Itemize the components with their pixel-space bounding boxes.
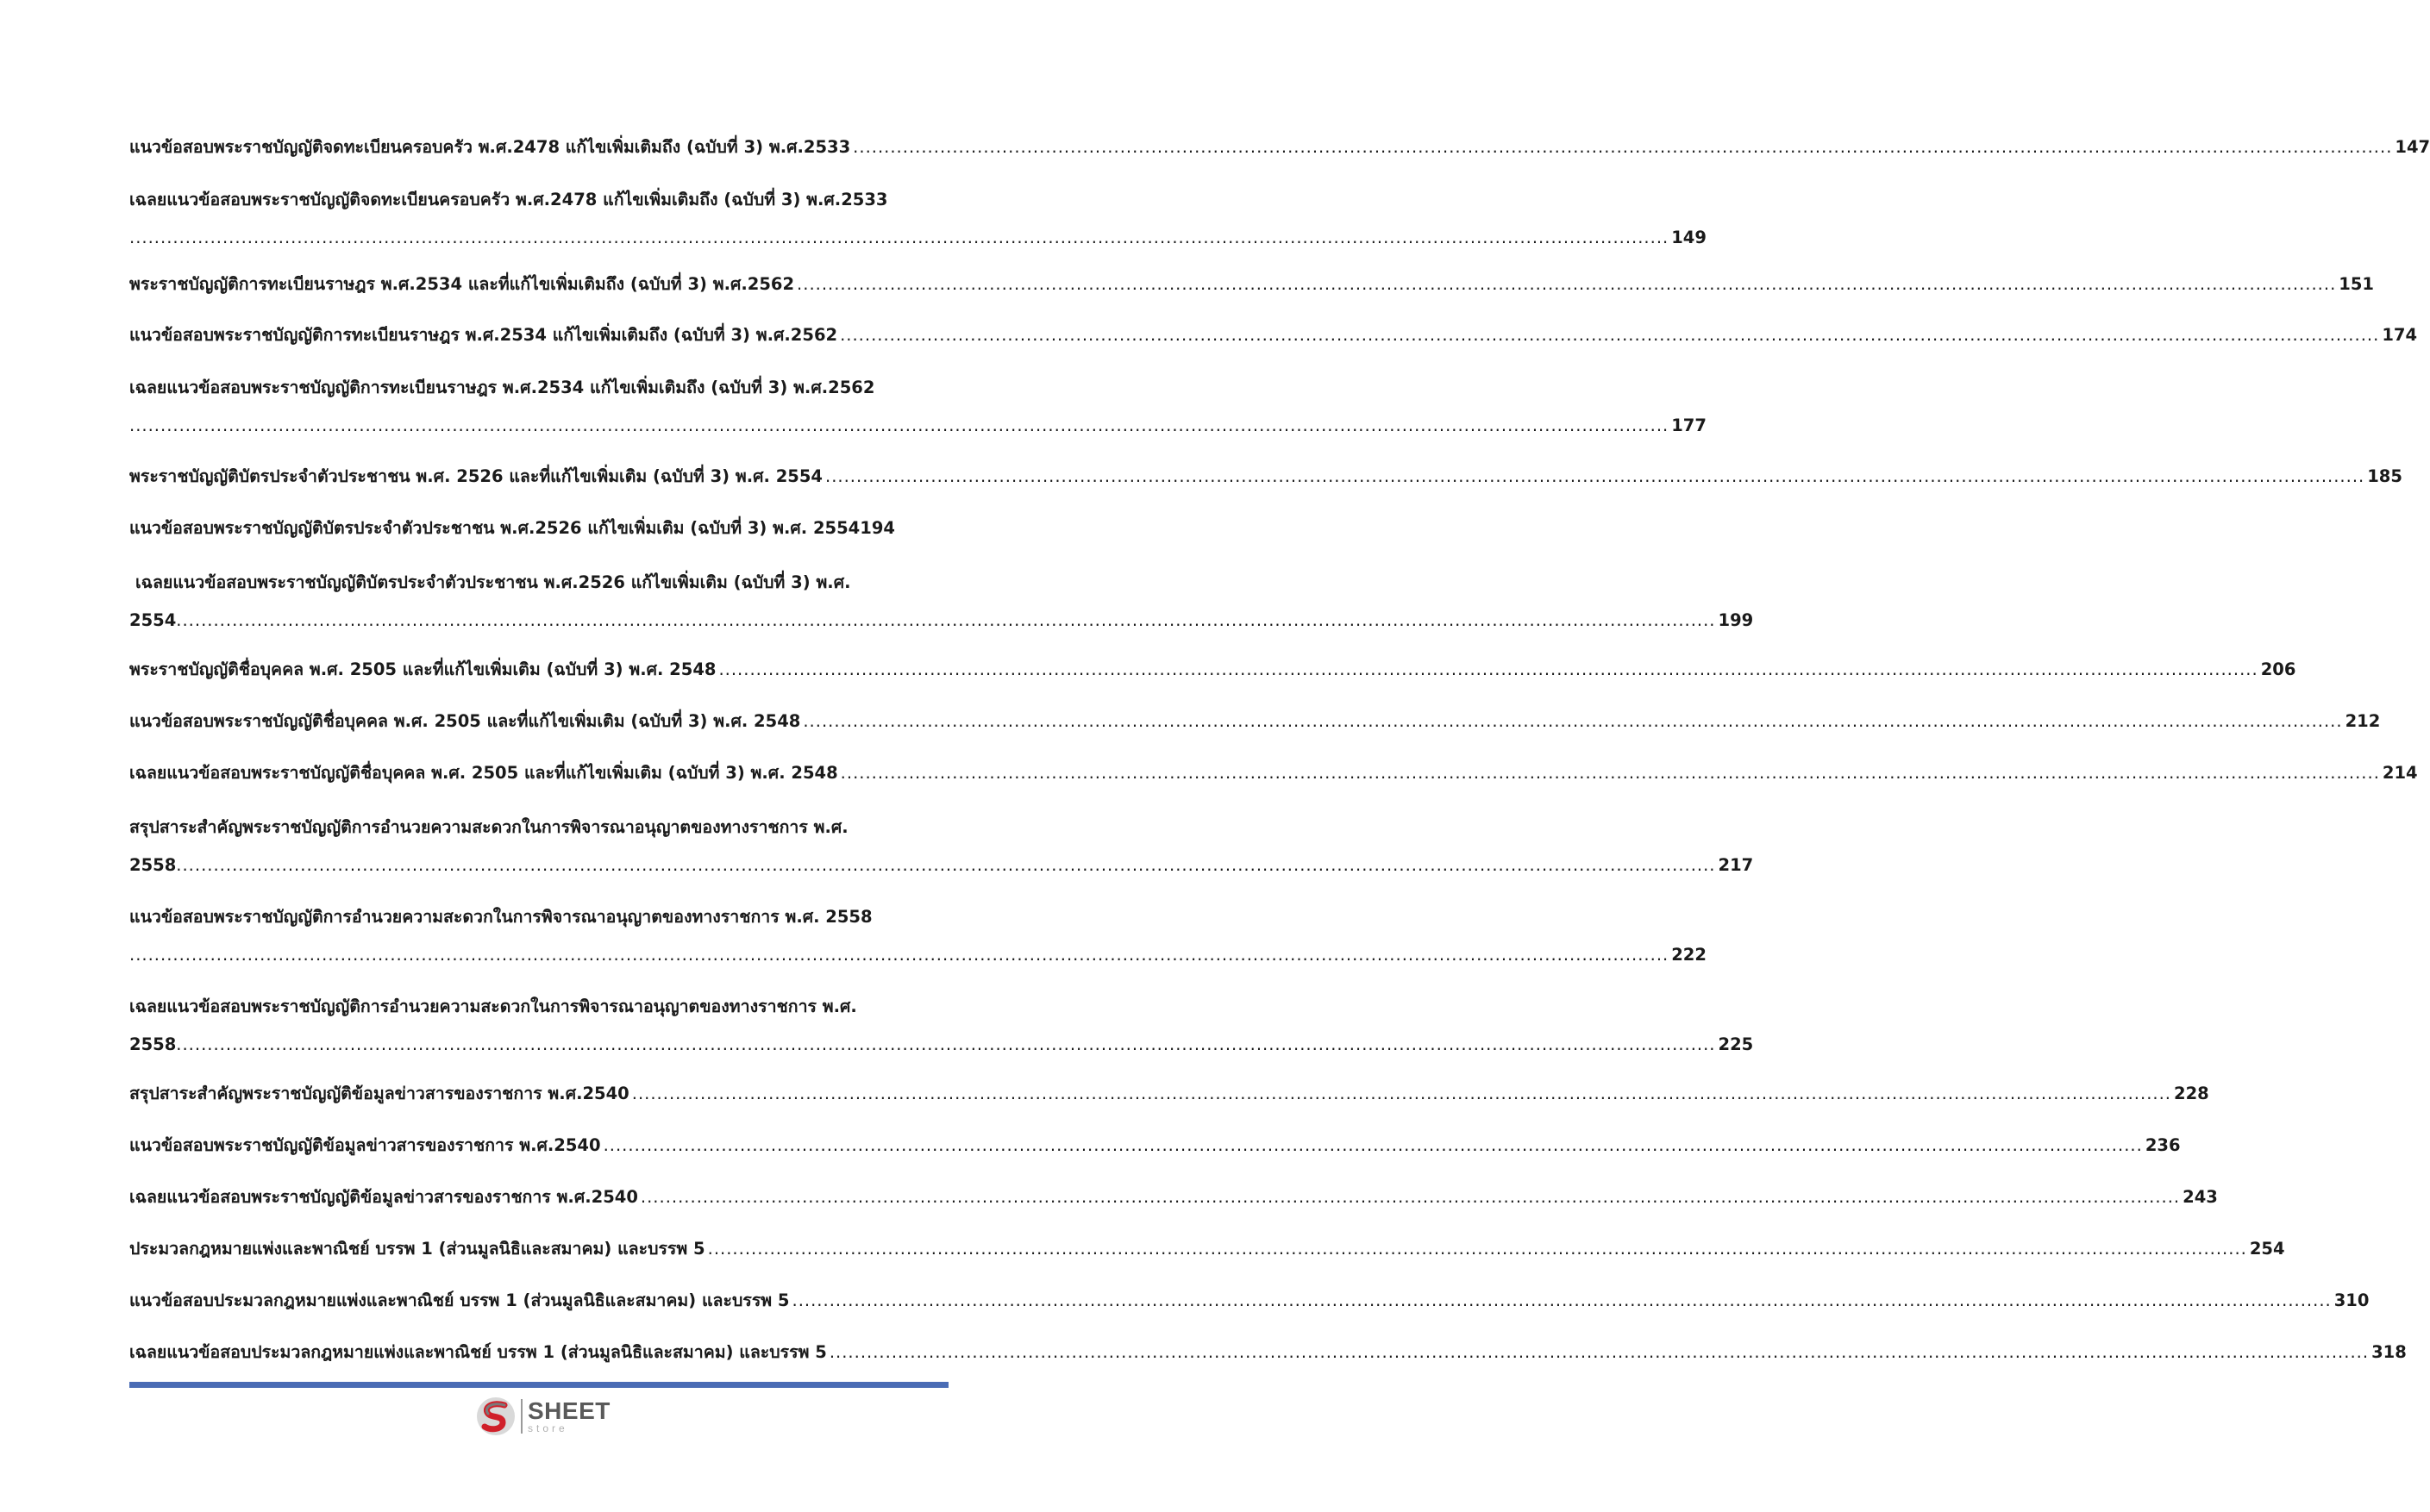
toc-entry-title: แนวข้อสอบพระราชบัญญัติชื่อบุคคล พ.ศ. 2505 และที่แก้ไขเพิ่มเติม (ฉบับที่ 3) พ.ศ. 2548 [129,711,801,731]
toc-entry[interactable] [129,515,936,541]
toc-entry-title: แนวข้อสอบพระราชบัญญัติข้อมูลข่าวสารของราชการ พ.ศ.2540 [129,1135,601,1155]
toc-entry-page: 212 [2345,711,2381,731]
toc-entry-page: 225 [1718,1034,1754,1054]
toc-entry-title: พระราชบัญญัติชื่อบุคคล พ.ศ. 2505 และที่แก้ไขเพิ่มเติม (ฉบับที่ 3) พ.ศ. 2548 [129,659,717,679]
toc-entry-title: พระราชบัญญัติการทะเบียนราษฎร พ.ศ.2534 และที่แก้ไขเพิ่มเติมถึง (ฉบับที่ 3) พ.ศ.2562 [129,274,795,294]
toc-entry[interactable] [129,1288,2370,1314]
toc-entry-title: พระราชบัญญัติบัตรประจำตัวประชาชน พ.ศ. 2526 และที่แก้ไขเพิ่มเติม (ฉบับที่ 3) พ.ศ. 2554 [129,466,823,486]
toc-entry[interactable] [129,570,1754,634]
sheet-store-logo [474,1393,621,1440]
toc-entry-title: เฉลยแนวข้อสอบพระราชบัญญัติบัตรประจำตัวประชาชน พ.ศ.2526 แก้ไขเพิ่มเติม (ฉบับที่ 3) พ.ศ. [135,572,851,592]
toc-entry[interactable] [129,815,1754,878]
toc-entry[interactable] [129,375,1707,439]
toc-leader [718,657,2258,683]
toc-entry-page: 151 [2339,274,2374,294]
toc-leader [129,413,1669,439]
toc-leader [176,608,1715,634]
toc-leader [825,464,2364,490]
toc-leader [840,322,2379,348]
toc-entry-title: แนวข้อสอบพระราชบัญญัติจดทะเบียนครอบครัว พ.ศ.2478 แก้ไขเพิ่มเติมถึง (ฉบับที่ 3) พ.ศ.2533 [129,137,851,157]
toc-entry-page: 149 [1671,228,1707,247]
toc-entry[interactable] [129,994,1754,1058]
toc-entry-page: 254 [2249,1239,2285,1259]
toc-leader [129,942,1669,968]
toc-entry[interactable] [129,760,2418,786]
toc-leader [792,1288,2332,1314]
toc-entry-title: แนวข้อสอบประมวลกฎหมายแพ่งและพาณิชย์ บรรพ 1 (ส่วนมูลนิธิและสมาคม) และบรรพ 5 [129,1290,790,1310]
toc-entry-page: 243 [2183,1187,2218,1207]
toc-leader [708,1236,2247,1262]
toc-entry[interactable] [129,657,2296,683]
toc-entry[interactable] [129,709,2381,734]
toc-entry-page: 199 [1718,610,1754,630]
toc-leader [129,225,1669,251]
toc-leader [176,1032,1715,1058]
logo-brand: SHEET [528,1397,611,1424]
logo-text [528,1399,611,1434]
toc-entry-page: 310 [2333,1290,2370,1310]
toc-entry[interactable] [129,464,2402,490]
toc-entry-page: 147 [2395,137,2430,157]
toc-entry-page: 318 [2371,1342,2407,1362]
toc-entry-page: 174 [2382,325,2418,345]
toc-leader [797,272,2336,297]
toc-entry-title: สรุปสาระสำคัญพระราชบัญญัติข้อมูลข่าวสารของราชการ พ.ศ.2540 [129,1084,629,1103]
toc-entry-title: เฉลยแนวข้อสอบพระราชบัญญัติชื่อบุคคล พ.ศ. 2505 และที่แก้ไขเพิ่มเติม (ฉบับที่ 3) พ.ศ. 2548 [129,763,838,783]
toc-entry[interactable] [129,1081,2209,1107]
toc-entry[interactable] [129,1340,2407,1365]
toc-entry-page: 236 [2145,1135,2181,1155]
toc-entry-title: เฉลยแนวข้อสอบพระราชบัญญัติการทะเบียนราษฎร พ.ศ.2534 แก้ไขเพิ่มเติมถึง (ฉบับที่ 3) พ.ศ.2562 [129,378,875,397]
toc-leader [830,1340,2369,1365]
logo-divider [521,1399,523,1434]
toc-entry-title-cont: 2558 [129,1034,177,1054]
toc-leader [641,1184,2180,1210]
toc-entry-title: สรุปสาระสำคัญพระราชบัญญัติการอำนวยความสะดวกในการพิจารณาอนุญาตของทางราชการ พ.ศ. [129,817,849,837]
toc-entry[interactable] [129,904,1707,968]
toc-entry-title: เฉลยแนวข้อสอบประมวลกฎหมายแพ่งและพาณิชย์ บรรพ 1 (ส่วนมูลนิธิและสมาคม) และบรรพ 5 [129,1342,827,1362]
toc-entry-title: แนวข้อสอบพระราชบัญญัติบัตรประจำตัวประชาชน พ.ศ.2526 แก้ไขเพิ่มเติม (ฉบับที่ 3) พ.ศ. 2554 [129,518,861,538]
toc-entry-page: 222 [1671,945,1707,965]
toc-entry[interactable] [129,1133,2181,1159]
toc-entry-page: 206 [2260,659,2296,679]
toc-entry[interactable] [129,1184,2218,1210]
logo-subtitle: store [528,1422,568,1434]
toc-entry-page: 217 [1718,855,1754,875]
toc-entry[interactable] [129,187,1707,251]
toc-entry-page: 177 [1671,415,1707,435]
toc-leader [803,709,2342,734]
toc-leader [841,760,2380,786]
toc-entry-title: แนวข้อสอบพระราชบัญญัติการทะเบียนราษฎร พ.ศ.2534 แก้ไขเพิ่มเติมถึง (ฉบับที่ 3) พ.ศ.2562 [129,325,838,345]
toc-entry-title: แนวข้อสอบพระราชบัญญัติการอำนวยความสะดวกในการพิจารณาอนุญาตของทางราชการ พ.ศ. 2558 [129,907,873,927]
toc-entry-page: 194 [860,518,895,538]
toc-entry-title: เฉลยแนวข้อสอบพระราชบัญญัติการอำนวยความสะดวกในการพิจารณาอนุญาตของทางราชการ พ.ศ. [129,997,857,1016]
toc-entry-page: 228 [2174,1084,2209,1103]
toc-entry-page: 214 [2382,763,2418,783]
toc-entry-title: ประมวลกฎหมายแพ่งและพาณิชย์ บรรพ 1 (ส่วนมูลนิธิและสมาคม) และบรรพ 5 [129,1239,705,1259]
toc-leader [176,853,1715,878]
toc-entry-title-cont: 2554 [129,610,177,630]
toc-entry-title-cont: 2558 [129,855,177,875]
toc-entry-title: เฉลยแนวข้อสอบพระราชบัญญัติข้อมูลข่าวสารของราชการ พ.ศ.2540 [129,1187,638,1207]
toc-entry[interactable] [129,134,2430,160]
footer-rule [129,1382,949,1388]
toc-entry-page: 185 [2367,466,2402,486]
toc-leader [632,1081,2171,1107]
toc-entry[interactable] [129,272,2374,297]
toc-entry-title: เฉลยแนวข้อสอบพระราชบัญญัติจดทะเบียนครอบครัว พ.ศ.2478 แก้ไขเพิ่มเติมถึง (ฉบับที่ 3) พ.ศ.2533 [129,190,888,209]
toc-entry[interactable] [129,322,2418,348]
toc-leader [853,134,2392,160]
toc-entry[interactable] [129,1236,2285,1262]
toc-leader [604,1133,2143,1159]
sheet-logo-icon [474,1395,517,1438]
